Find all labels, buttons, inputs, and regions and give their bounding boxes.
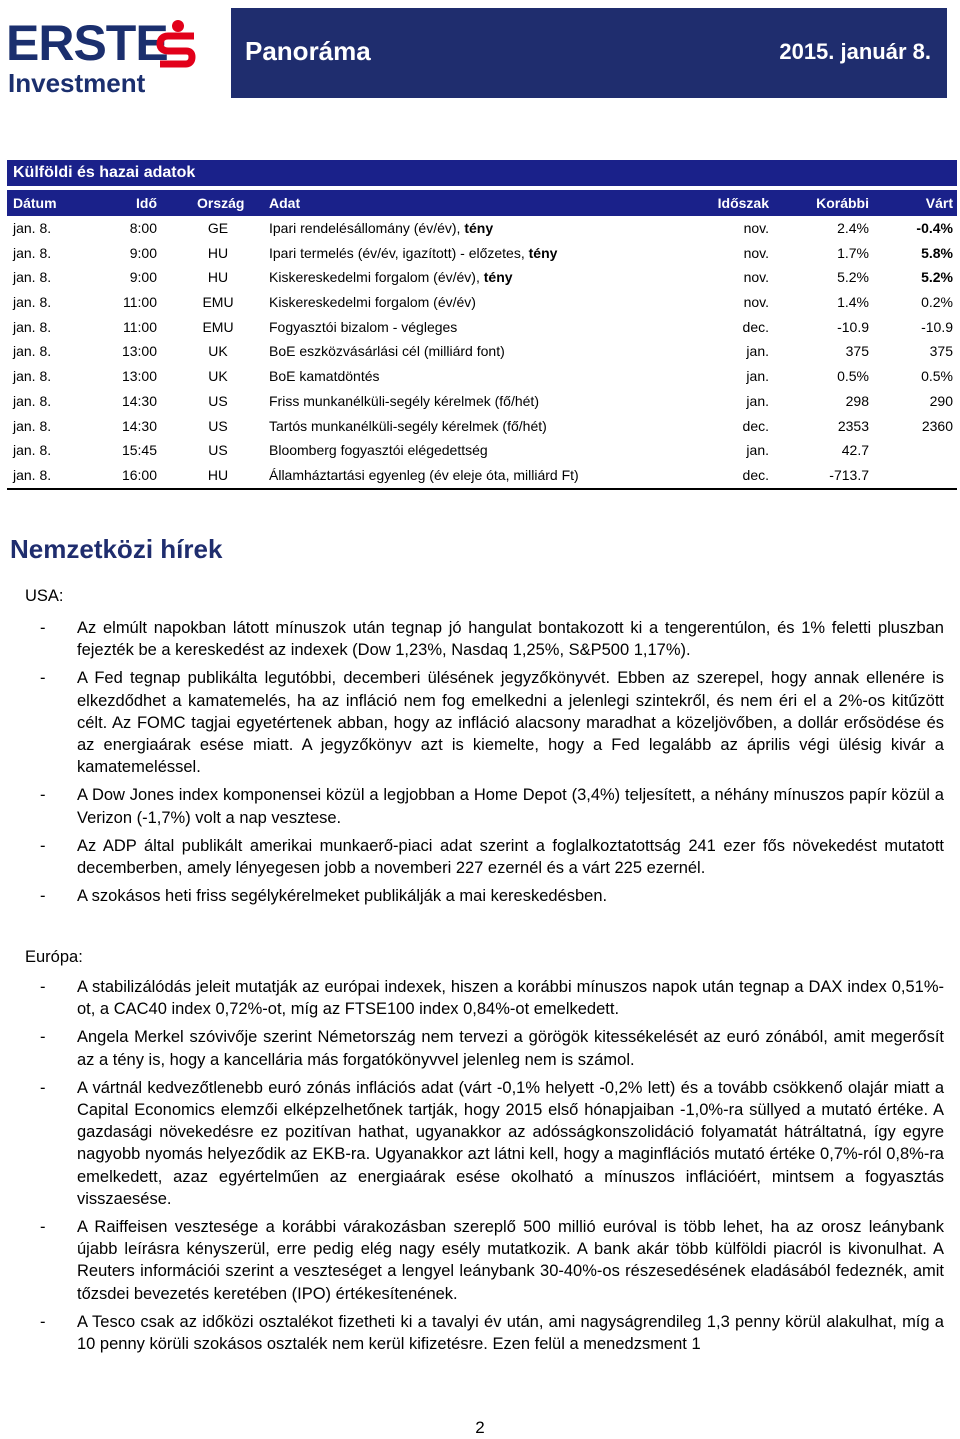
cell-period: nov.	[743, 220, 769, 236]
news-text: A Dow Jones index komponensei közül a legjobban a Home Depot (3,4%) teljesített, a néhány mínuszos papír közül a Verizon (-1,7%) volt a nap vesztese.	[77, 786, 944, 827]
cell-period: nov.	[743, 244, 769, 261]
cell-period: dec.	[742, 417, 769, 434]
item-emphasis: tény	[483, 269, 513, 286]
item-emphasis: tény	[528, 244, 558, 261]
cell-previous: -713.7	[829, 466, 869, 483]
cell-country: EMU	[202, 294, 234, 311]
bullet-dash: -	[40, 786, 46, 805]
title-banner	[231, 8, 947, 98]
table-row	[7, 216, 957, 241]
table-row	[7, 290, 957, 315]
logo-wordmark: ERSTE	[6, 15, 168, 71]
news-item	[40, 1216, 944, 1305]
news-text: A stabilizálódás jeleit mutatják az európai indexek, hiszen a korábbi mínuszos napok után tegnap a DAX index 0,51%-ot, a CAC40 index 0,72%-ot, míg az FTSE100 index 0,84%-ot emelkedett.	[77, 978, 944, 1019]
cell-item: Kiskereskedelmi forgalom (év/év), tény	[269, 269, 513, 286]
cell-expected: -10.9	[921, 318, 953, 335]
cell-previous: 1.4%	[837, 294, 869, 311]
cell-time: 16:00	[121, 466, 157, 483]
cell-time: 15:45	[121, 442, 157, 459]
publication-title: Panoráma	[245, 36, 371, 66]
cell-country: US	[208, 417, 228, 434]
news-item	[40, 617, 944, 661]
cell-expected: 5.8%	[921, 244, 953, 261]
header-item: Adat	[269, 195, 301, 211]
cell-previous: 0.5%	[837, 368, 869, 385]
cell-time: 13:00	[121, 343, 157, 360]
news-text: A szokásos heti friss segélykérelmeket publikálják a mai kereskedésben.	[77, 887, 608, 906]
cell-time: 9:00	[129, 269, 157, 286]
bullet-dash: -	[40, 1078, 46, 1097]
news-text: A Fed tegnap publikálta legutóbbi, decemberi ülésének jegyzőkönyvét. Ebben az szerepel, hogy annak ellenére is elkezdődhet a kamatemelés, ha az infláció nem fog emelkedni a jelenlegi szintekről, és nem éri el a 2%-os kitűzött célt. Az FOMC tagjai egyetértenek abban, hogy az infláció alacsony maradhat a közeljövőben, a dollár erősödése és az energiaárak esése miatt. A jegyzőkönyv azt is kiemelte, hogy a Fed legalább az április végi ülésig kivár a kamatemeléssel.	[77, 669, 944, 777]
cell-date: jan. 8.	[13, 269, 52, 286]
news-item	[40, 784, 944, 828]
cell-date: jan. 8.	[13, 466, 52, 483]
cell-item: Ipari termelés (év/év, igazított) - előzetes, tény	[269, 244, 558, 261]
bullet-dash: -	[40, 836, 46, 855]
cell-country: HU	[207, 269, 229, 286]
header-date: Dátum	[13, 195, 57, 211]
cell-date: jan. 8.	[13, 244, 52, 261]
cell-item: Ipari rendelésállomány (év/év), tény	[269, 220, 494, 236]
table-row	[7, 241, 957, 266]
europe-news-list	[40, 976, 944, 1361]
cell-expected: 5.2%	[921, 269, 953, 286]
cell-item: BoE eszközvásárlási cél (milliárd font)	[269, 343, 505, 360]
news-item	[40, 667, 944, 778]
news-text: A Raiffeisen vesztesége a korábbi várakozásban szereplő 500 millió euróval is több lehet, ha az orosz leánybank újabb leírásra kényszerül, erre pedig elég nagy esély mutatkozik. A bank akár több külföldi piacról is kivonulhat. A Reuters információi szerint a veszteséget a lengyel leánybank 30-40%-os részesedésének eladásából fedeznék, amit tőzsdei bevezetés keretében (IPO) értékesítenének.	[77, 1218, 944, 1303]
table-header-row	[7, 190, 957, 216]
cell-period: jan.	[746, 343, 769, 360]
news-item	[40, 835, 944, 879]
news-item	[40, 885, 944, 907]
news-item	[40, 976, 944, 1020]
table-row	[7, 414, 957, 439]
table-row	[7, 339, 957, 364]
table-row	[7, 265, 957, 290]
cell-date: jan. 8.	[13, 343, 52, 360]
table-title: Külföldi és hazai adatok	[7, 160, 957, 186]
bullet-dash: -	[40, 619, 46, 637]
cell-expected: 2360	[921, 417, 953, 434]
cell-country: US	[208, 442, 228, 459]
news-text: A vártnál kedvezőtlenebb euró zónás inflációs adat (várt -0,1% helyett -0,2% lett) és a tovább csökkenő olajár miatt a Capital Economics elemzői elképzelhetőnek tartják, hogy 2015 első hónapjaiban -1,0%-ra süllyed a mutató értéke. A gazdasági növekedésre ez pozitívan hathat, ugyanakkor az adósságkonszolidáció folyamatát hátráltatná, így egyre nagyobb nyomás helyeződik az EKB-ra. Ugyanakkor azt látni kell, hogy a maginflációs mutató értéke 0,7%-ról 0,8%-ra emelkedett, azaz egyértelműen az energiaárak esése okolható a mínuszos inflációért, mintsem a fogyasztás visszaesése.	[77, 1078, 944, 1208]
table-body	[7, 216, 957, 488]
news-item	[40, 1077, 944, 1210]
cell-previous: 42.7	[841, 442, 869, 459]
cell-period: nov.	[743, 269, 769, 286]
cell-country: GE	[207, 220, 229, 236]
page-header	[0, 0, 960, 100]
cell-expected: 0.2%	[921, 294, 953, 311]
usa-subheading: USA:	[25, 587, 64, 605]
table-row	[7, 389, 957, 414]
cell-country: HU	[207, 466, 229, 483]
cell-previous: 1.7%	[837, 244, 869, 261]
logo-subtitle: Investment	[8, 68, 146, 98]
bullet-dash: -	[40, 978, 46, 996]
cell-item: BoE kamatdöntés	[269, 368, 380, 385]
cell-date: jan. 8.	[13, 368, 52, 385]
cell-expected: 375	[929, 343, 953, 360]
cell-item: Kiskereskedelmi forgalom (év/év)	[269, 294, 476, 311]
news-text: Az elmúlt napokban látott mínuszok után tegnap jó hangulat bontakozott ki a tengerentúlon, és 1% feletti pluszban fejezték be a kereskedést az indexek (Dow 1,23%, Nasdaq 1,25%, S&P500 1,17%).	[77, 619, 944, 660]
cell-country: EMU	[202, 318, 234, 335]
table-bottom-rule	[7, 488, 957, 490]
usa-news-list	[40, 617, 944, 913]
bullet-dash: -	[40, 669, 46, 688]
cell-period: jan.	[746, 392, 769, 409]
item-emphasis: tény	[464, 220, 494, 236]
cell-previous: 5.2%	[837, 269, 869, 286]
cell-previous: 375	[845, 343, 869, 360]
cell-item: Fogyasztói bizalom - végleges	[269, 318, 458, 335]
news-item	[40, 1311, 944, 1355]
header-expected: Várt	[925, 195, 953, 211]
cell-time: 9:00	[129, 244, 157, 261]
cell-time: 11:00	[123, 294, 157, 311]
cell-time: 14:30	[121, 392, 157, 409]
cell-time: 8:00	[129, 220, 157, 236]
bullet-dash: -	[40, 1312, 46, 1331]
cell-date: jan. 8.	[13, 294, 52, 311]
erste-investment-logo	[6, 10, 216, 98]
cell-previous: 2353	[837, 417, 869, 434]
header-time: Idő	[136, 195, 157, 211]
cell-time: 14:30	[121, 417, 157, 434]
cell-date: jan. 8.	[13, 318, 52, 335]
bullet-dash: -	[40, 1218, 46, 1237]
cell-country: US	[208, 392, 228, 409]
header-period: Időszak	[717, 195, 769, 211]
bullet-dash: -	[40, 1028, 46, 1047]
cell-previous: 298	[845, 392, 869, 409]
cell-date: jan. 8.	[13, 442, 52, 459]
table-row	[7, 438, 957, 463]
logo-s-symbol-icon	[156, 20, 200, 70]
cell-expected: 290	[929, 392, 953, 409]
table-row	[7, 463, 957, 488]
cell-period: dec.	[742, 318, 769, 335]
cell-expected: -0.4%	[916, 220, 953, 236]
table-row	[7, 364, 957, 389]
news-item	[40, 1026, 944, 1070]
page-number: 2	[475, 1418, 485, 1437]
cell-previous: -10.9	[837, 318, 869, 335]
cell-date: jan. 8.	[13, 220, 52, 236]
economic-data-table	[7, 160, 957, 490]
cell-country: UK	[208, 368, 228, 385]
cell-period: jan.	[746, 442, 769, 459]
table-row	[7, 315, 957, 340]
news-text: Angela Merkel szóvivője szerint Németország nem tervezi a görögök kitessékelését az euró zónából, amit megerősít az a tény is, hogy a kancellária más forgatókönyvvel jelenleg nem is számol.	[77, 1028, 944, 1069]
cell-item: Friss munkanélküli-segély kérelmek (fő/hét)	[269, 392, 539, 409]
cell-item: Tartós munkanélküli-segély kérelmek (fő/hét)	[269, 417, 547, 434]
header-previous: Korábbi	[816, 195, 869, 211]
section-heading: Nemzetközi hírek	[10, 534, 223, 564]
cell-time: 11:00	[123, 318, 157, 335]
bullet-dash: -	[40, 887, 46, 906]
cell-time: 13:00	[121, 368, 157, 385]
cell-country: HU	[207, 244, 229, 261]
cell-country: UK	[208, 343, 228, 360]
publication-date: 2015. január 8.	[779, 39, 931, 64]
news-text: Az ADP által publikált amerikai munkaerő-piaci adat szerint a foglalkoztatottság 241 ezer fős növekedést mutatott decemberben, amely lényegesen jobb a novemberi 227 ezernél és a várt 225 ezernél.	[77, 836, 944, 878]
cell-item: Bloomberg fogyasztói elégedettség	[269, 442, 488, 459]
cell-date: jan. 8.	[13, 417, 52, 434]
header-country: Ország	[197, 195, 245, 211]
cell-item: Államháztartási egyenleg (év eleje óta, milliárd Ft)	[269, 466, 579, 483]
cell-period: dec.	[742, 466, 769, 483]
europe-subheading: Európa:	[25, 948, 83, 966]
cell-previous: 2.4%	[837, 220, 869, 236]
cell-date: jan. 8.	[13, 392, 52, 409]
cell-expected: 0.5%	[921, 368, 953, 385]
news-text: A Tesco csak az időközi osztalékot fizetheti ki a tavalyi év után, ami nagyságrendileg 1,3 penny körül alakulhat, míg a 10 penny körüli szokásos osztalék nem kerül kifizetésre. Ezen felül a menedzsment 1	[77, 1312, 944, 1354]
cell-period: nov.	[743, 294, 769, 311]
cell-period: jan.	[746, 368, 769, 385]
